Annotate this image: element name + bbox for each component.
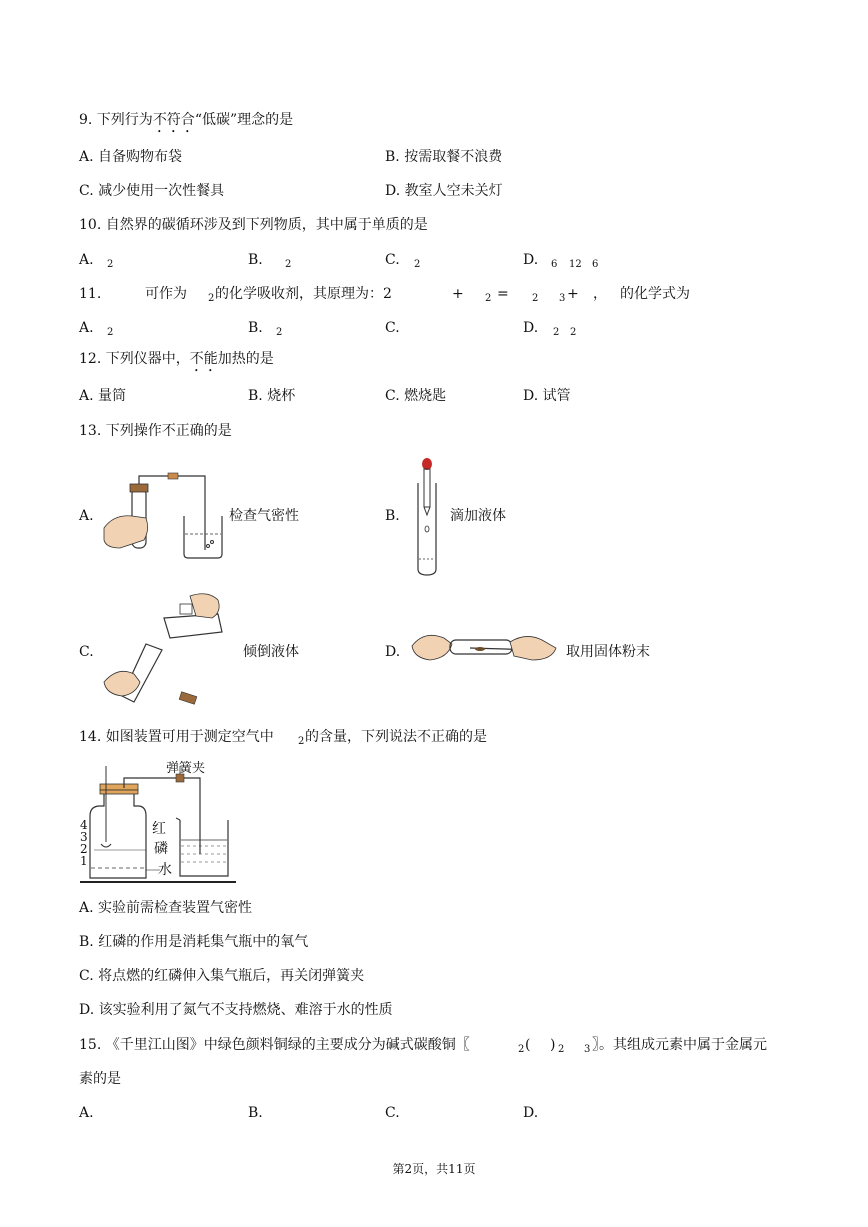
q12-suffix: 加热的是 xyxy=(217,351,274,367)
q10-sub-d1: 6 xyxy=(551,259,558,270)
apparatus-label-phosphorus: 磷 xyxy=(154,841,168,857)
page-footer: 第2页，共11页 xyxy=(392,1162,476,1176)
q11-num: 11. xyxy=(79,286,102,302)
pouring-liquid-figure xyxy=(100,590,230,710)
dropper-figure xyxy=(410,455,450,580)
q12-emphasis: 不能 xyxy=(189,351,218,367)
q9-suffix: “低碳”理念的是 xyxy=(194,112,294,128)
q9-option-b: B. 按需取餐不浪费 xyxy=(385,149,503,165)
q15-option-a: A. xyxy=(79,1105,94,1121)
q12-option-b: B. 烧杯 xyxy=(248,388,296,404)
q11-part2: 的化学吸收剂，其原理为：2 xyxy=(215,286,392,302)
q10-sub-a: 2 xyxy=(107,259,114,270)
q15-sub2: 2 xyxy=(558,1044,565,1055)
q10-sub-d3: 6 xyxy=(592,259,599,270)
q15-paren-close: ) xyxy=(550,1037,556,1053)
q9-stem xyxy=(79,111,293,136)
q15-stem-c: 素的是 xyxy=(79,1071,121,1087)
q15-paren-open: ( xyxy=(525,1037,531,1053)
q11-option-c: C. xyxy=(385,320,400,336)
q11-sub-a: 2 xyxy=(107,327,114,338)
q10-sub-c: 2 xyxy=(414,259,421,270)
apparatus-clip-label: 弹簧夹 xyxy=(166,761,206,776)
q11-sub4: 3 xyxy=(559,293,566,304)
q13-a-caption: 检查气密性 xyxy=(229,508,299,524)
q11-sub3: 2 xyxy=(532,293,539,304)
q10-option-b: B. xyxy=(248,252,263,268)
q14-option-d: D. 该实验利用了氮气不支持燃烧、难溶于水的性质 xyxy=(79,1002,393,1018)
q11-sub-b: 2 xyxy=(276,327,283,338)
q13-b-letter: B. xyxy=(385,508,400,524)
q14-option-b: B. 红磷的作用是消耗集气瓶中的氧气 xyxy=(79,934,309,950)
q14-sub: 2 xyxy=(298,736,305,747)
q9-emphasis: 不符合 xyxy=(152,112,195,128)
q13-a-letter: A. xyxy=(79,508,94,524)
q10-stem: 10. 自然界的碳循环涉及到下列物质，其中属于单质的是 xyxy=(79,217,428,233)
q15-sub3: 3 xyxy=(584,1044,591,1055)
q13-d-caption: 取用固体粉末 xyxy=(566,644,650,660)
gas-tightness-check-figure xyxy=(100,470,225,560)
q15-option-d: D. xyxy=(523,1105,539,1121)
q12-option-d: D. 试管 xyxy=(523,388,571,404)
q9-prefix: 9. 下列行为 xyxy=(79,112,153,128)
q10-sub-b: 2 xyxy=(285,259,292,270)
q14-stem-b: 的含量，下列说法不正确的是 xyxy=(305,729,487,745)
q12-stem xyxy=(79,350,274,375)
q12-option-c: C. 燃烧匙 xyxy=(385,388,447,404)
apparatus-label-red: 红 xyxy=(152,821,166,837)
q11-plus2: + xyxy=(567,286,579,302)
q15-option-c: C. xyxy=(385,1105,400,1121)
q15-stem-b: 〗。其组成元素中属于金属元 xyxy=(592,1037,767,1053)
q11-part4: 的化学式为 xyxy=(620,286,690,302)
apparatus-scale-4: 4 xyxy=(80,818,88,832)
q9-option-a: A. 自备购物布袋 xyxy=(79,149,183,165)
q11-sub-d1: 2 xyxy=(553,327,560,338)
q11-plus1: + xyxy=(452,286,464,302)
q15-option-b: B. xyxy=(248,1105,263,1121)
q14-stem-a: 14. 如图装置可用于测定空气中 xyxy=(79,729,274,745)
q15-sub1: 2 xyxy=(518,1044,525,1055)
q10-option-d: D. xyxy=(523,252,539,268)
q11-option-b: B. xyxy=(248,320,263,336)
q13-c-caption: 倾倒液体 xyxy=(243,644,299,660)
q11-sub-d2: 2 xyxy=(570,327,577,338)
q11-part1: 可作为 xyxy=(145,286,187,302)
q12-prefix: 12. 下列仪器中， xyxy=(79,351,190,367)
q11-sub2: 2 xyxy=(485,293,492,304)
q11-part3: ， xyxy=(593,286,607,302)
apparatus-scale-2: 2 xyxy=(80,842,88,856)
q15-stem-a: 15. 《千里江山图》中绿色颜料铜绿的主要成分为碱式碳酸铜〖 xyxy=(79,1037,470,1053)
q14-option-a: A. 实验前需检查装置气密性 xyxy=(79,900,253,916)
q13-stem: 13. 下列操作不正确的是 xyxy=(79,423,232,439)
q11-option-d: D. xyxy=(523,320,539,336)
apparatus-scale-3: 3 xyxy=(80,830,88,844)
q10-sub-d2: 12 xyxy=(569,259,582,270)
q11-option-a: A. xyxy=(79,320,94,336)
q13-b-caption: 滴加液体 xyxy=(450,508,506,524)
powder-taking-figure xyxy=(410,628,560,668)
q13-d-letter: D. xyxy=(385,644,401,660)
q11-equals: = xyxy=(497,286,509,302)
apparatus-scale-1: 1 xyxy=(80,854,88,868)
apparatus-label-water: 水 xyxy=(158,862,172,878)
q14-option-c: C. 将点燃的红磷伸入集气瓶后，再关闭弹簧夹 xyxy=(79,968,365,984)
q10-option-a: A. xyxy=(79,252,94,268)
q11-sub1: 2 xyxy=(208,293,215,304)
q9-option-d: D. 教室人空未关灯 xyxy=(385,183,503,199)
q10-option-c: C. xyxy=(385,252,400,268)
q12-option-a: A. 量筒 xyxy=(79,388,127,404)
q13-c-letter: C. xyxy=(79,644,94,660)
q9-option-c: C. 减少使用一次性餐具 xyxy=(79,183,225,199)
